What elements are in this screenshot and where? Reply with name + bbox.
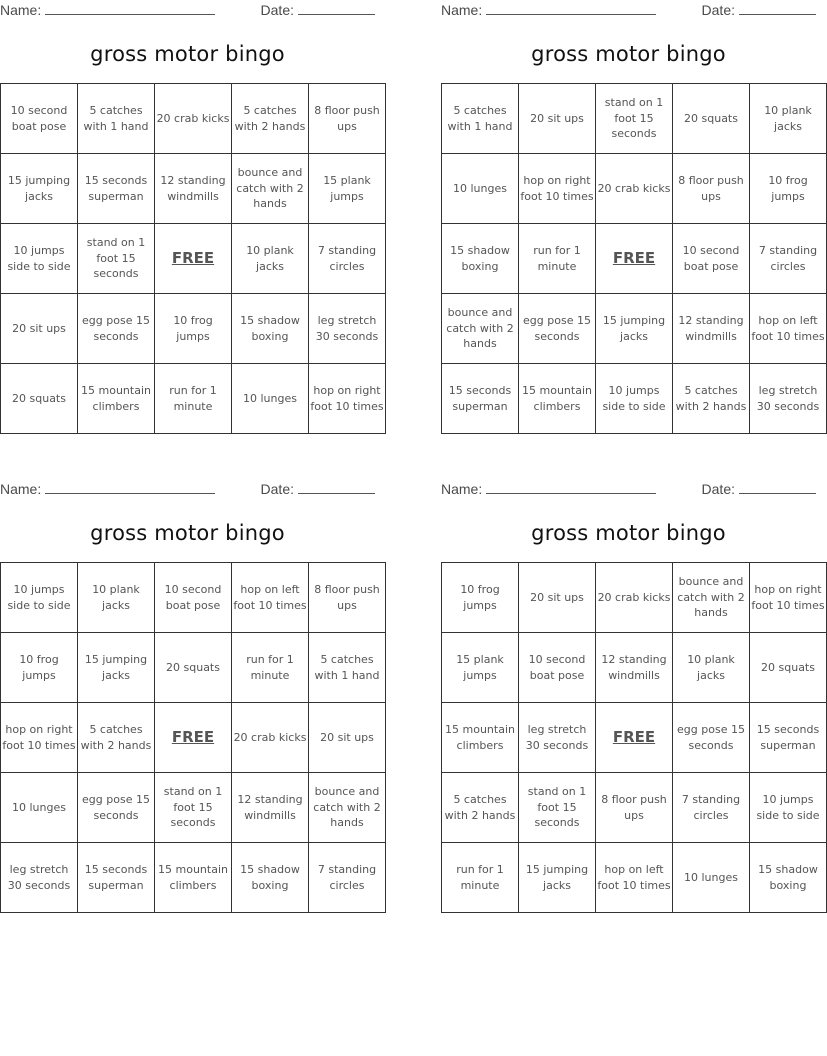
grid-cell: 15 shadow boxing	[232, 843, 309, 913]
grid-cell: 20 squats	[673, 84, 750, 154]
grid-cell: 20 crab kicks	[232, 703, 309, 773]
date-line	[739, 2, 816, 15]
grid-row	[1, 84, 386, 154]
grid-cell: 10 lunges	[1, 773, 78, 843]
grid-cell: 10 plank jacks	[78, 563, 155, 633]
grid-cell: 15 mountain climbers	[442, 703, 519, 773]
grid-cell: 10 second boat pose	[155, 563, 232, 633]
date-field[interactable]	[261, 481, 375, 497]
grid-cell: leg stretch 30 seconds	[1, 843, 78, 913]
grid-row	[1, 703, 386, 773]
name-field[interactable]	[0, 481, 215, 497]
grid-cell: 10 frog jumps	[750, 154, 827, 224]
grid-cell: stand on 1 foot 15 seconds	[596, 84, 673, 154]
name-date-row	[0, 0, 375, 22]
grid-cell: 15 plank jumps	[309, 154, 386, 224]
grid-cell: 10 jumps side to side	[750, 773, 827, 843]
grid-cell: 20 sit ups	[1, 294, 78, 364]
grid-cell: 15 mountain climbers	[519, 364, 596, 434]
name-label: Name:	[0, 481, 42, 497]
bingo-card	[441, 479, 825, 892]
grid-row	[442, 563, 827, 633]
grid-cell: 12 standing windmills	[596, 633, 673, 703]
grid-row	[1, 773, 386, 843]
card-title: gross motor bingo	[531, 42, 726, 66]
grid-cell: leg stretch 30 seconds	[519, 703, 596, 773]
grid-cell: 12 standing windmills	[673, 294, 750, 364]
grid-cell: 8 floor push ups	[596, 773, 673, 843]
grid-row	[442, 154, 827, 224]
bingo-grid	[0, 83, 386, 434]
grid-cell: stand on 1 foot 15 seconds	[78, 224, 155, 294]
grid-cell: 15 seconds superman	[78, 843, 155, 913]
grid-row	[442, 224, 827, 294]
bingo-grid	[441, 562, 827, 913]
grid-row	[442, 843, 827, 913]
grid-cell: 10 jumps side to side	[596, 364, 673, 434]
name-field[interactable]	[441, 2, 656, 18]
date-line	[298, 2, 375, 15]
name-line	[486, 481, 656, 494]
grid-cell: bounce and catch with 2 hands	[673, 563, 750, 633]
grid-row	[442, 633, 827, 703]
grid-cell: 10 second boat pose	[519, 633, 596, 703]
grid-cell: 20 sit ups	[519, 84, 596, 154]
grid-cell: 10 frog jumps	[155, 294, 232, 364]
grid-cell: 10 lunges	[232, 364, 309, 434]
grid-cell: 15 plank jumps	[442, 633, 519, 703]
grid-cell: 15 shadow boxing	[442, 224, 519, 294]
name-label: Name:	[0, 2, 42, 18]
free-cell: FREE	[596, 703, 673, 773]
grid-cell: egg pose 15 seconds	[78, 773, 155, 843]
free-cell: FREE	[155, 703, 232, 773]
grid-cell: 7 standing circles	[309, 843, 386, 913]
date-label: Date:	[701, 2, 735, 18]
grid-cell: 15 jumping jacks	[78, 633, 155, 703]
grid-cell: bounce and catch with 2 hands	[232, 154, 309, 224]
grid-cell: 8 floor push ups	[309, 84, 386, 154]
grid-row	[442, 364, 827, 434]
date-line	[298, 481, 375, 494]
grid-cell: bounce and catch with 2 hands	[309, 773, 386, 843]
grid-cell: 15 seconds superman	[442, 364, 519, 434]
grid-cell: egg pose 15 seconds	[78, 294, 155, 364]
grid-cell: hop on right foot 10 times	[309, 364, 386, 434]
grid-cell: 8 floor push ups	[673, 154, 750, 224]
grid-cell: 10 lunges	[442, 154, 519, 224]
grid-row	[1, 633, 386, 703]
grid-cell: 15 mountain climbers	[78, 364, 155, 434]
bingo-grid	[0, 562, 386, 913]
grid-cell: 15 shadow boxing	[232, 294, 309, 364]
date-field[interactable]	[702, 481, 816, 497]
grid-cell: 10 second boat pose	[1, 84, 78, 154]
grid-cell: 10 frog jumps	[442, 563, 519, 633]
grid-cell: run for 1 minute	[519, 224, 596, 294]
grid-cell: 15 seconds superman	[750, 703, 827, 773]
free-cell: FREE	[596, 224, 673, 294]
grid-cell: 5 catches with 2 hands	[673, 364, 750, 434]
grid-row	[1, 364, 386, 434]
grid-cell: 10 jumps side to side	[1, 563, 78, 633]
grid-row	[1, 843, 386, 913]
name-line	[45, 2, 215, 15]
bingo-card	[0, 0, 384, 413]
grid-cell: hop on right foot 10 times	[1, 703, 78, 773]
grid-cell: 10 plank jacks	[750, 84, 827, 154]
grid-cell: 10 frog jumps	[1, 633, 78, 703]
grid-row	[442, 294, 827, 364]
grid-cell: 5 catches with 1 hand	[309, 633, 386, 703]
grid-cell: run for 1 minute	[155, 364, 232, 434]
grid-row	[442, 84, 827, 154]
grid-cell: run for 1 minute	[442, 843, 519, 913]
grid-cell: 15 shadow boxing	[750, 843, 827, 913]
grid-cell: 5 catches with 2 hands	[442, 773, 519, 843]
grid-cell: run for 1 minute	[232, 633, 309, 703]
grid-cell: 10 second boat pose	[673, 224, 750, 294]
grid-cell: 10 lunges	[673, 843, 750, 913]
grid-cell: 20 crab kicks	[155, 84, 232, 154]
grid-cell: 7 standing circles	[309, 224, 386, 294]
card-title: gross motor bingo	[90, 42, 285, 66]
date-label: Date:	[260, 481, 294, 497]
grid-row	[1, 563, 386, 633]
name-date-row	[441, 0, 816, 22]
name-field[interactable]	[441, 481, 656, 497]
card-title: gross motor bingo	[90, 521, 285, 545]
grid-cell: 10 plank jacks	[673, 633, 750, 703]
grid-cell: 20 sit ups	[519, 563, 596, 633]
date-field[interactable]	[261, 2, 375, 18]
grid-cell: 20 sit ups	[309, 703, 386, 773]
bingo-card	[441, 0, 825, 413]
grid-row	[442, 773, 827, 843]
grid-cell: hop on right foot 10 times	[519, 154, 596, 224]
name-field[interactable]	[0, 2, 215, 18]
grid-cell: 10 plank jacks	[232, 224, 309, 294]
grid-cell: 5 catches with 2 hands	[78, 703, 155, 773]
date-label: Date:	[701, 481, 735, 497]
bingo-grid	[441, 83, 827, 434]
grid-cell: 15 jumping jacks	[519, 843, 596, 913]
grid-cell: 12 standing windmills	[232, 773, 309, 843]
name-date-row	[0, 479, 375, 501]
name-label: Name:	[441, 481, 483, 497]
grid-cell: 10 jumps side to side	[1, 224, 78, 294]
grid-cell: hop on left foot 10 times	[750, 294, 827, 364]
grid-cell: 15 mountain climbers	[155, 843, 232, 913]
grid-cell: 8 floor push ups	[309, 563, 386, 633]
grid-cell: stand on 1 foot 15 seconds	[519, 773, 596, 843]
grid-cell: 7 standing circles	[750, 224, 827, 294]
date-line	[739, 481, 816, 494]
bingo-card	[0, 479, 381, 892]
grid-cell: hop on left foot 10 times	[596, 843, 673, 913]
grid-cell: egg pose 15 seconds	[519, 294, 596, 364]
grid-row	[1, 224, 386, 294]
grid-cell: 5 catches with 2 hands	[232, 84, 309, 154]
date-field[interactable]	[702, 2, 816, 18]
date-label: Date:	[260, 2, 294, 18]
grid-cell: 20 squats	[1, 364, 78, 434]
grid-cell: 7 standing circles	[673, 773, 750, 843]
grid-cell: 20 squats	[155, 633, 232, 703]
grid-row	[442, 703, 827, 773]
grid-cell: hop on left foot 10 times	[232, 563, 309, 633]
grid-cell: bounce and catch with 2 hands	[442, 294, 519, 364]
card-title: gross motor bingo	[531, 521, 726, 545]
grid-cell: 15 seconds superman	[78, 154, 155, 224]
name-line	[45, 481, 215, 494]
name-date-row	[441, 479, 816, 501]
grid-row	[1, 154, 386, 224]
grid-cell: 20 squats	[750, 633, 827, 703]
grid-cell: 20 crab kicks	[596, 154, 673, 224]
name-line	[486, 2, 656, 15]
grid-cell: 20 crab kicks	[596, 563, 673, 633]
free-cell: FREE	[155, 224, 232, 294]
grid-cell: leg stretch 30 seconds	[309, 294, 386, 364]
grid-cell: hop on right foot 10 times	[750, 563, 827, 633]
grid-cell: leg stretch 30 seconds	[750, 364, 827, 434]
grid-row	[1, 294, 386, 364]
grid-cell: stand on 1 foot 15 seconds	[155, 773, 232, 843]
grid-cell: egg pose 15 seconds	[673, 703, 750, 773]
name-label: Name:	[441, 2, 483, 18]
grid-cell: 12 standing windmills	[155, 154, 232, 224]
grid-cell: 5 catches with 1 hand	[78, 84, 155, 154]
grid-cell: 15 jumping jacks	[1, 154, 78, 224]
grid-cell: 15 jumping jacks	[596, 294, 673, 364]
grid-cell: 5 catches with 1 hand	[442, 84, 519, 154]
